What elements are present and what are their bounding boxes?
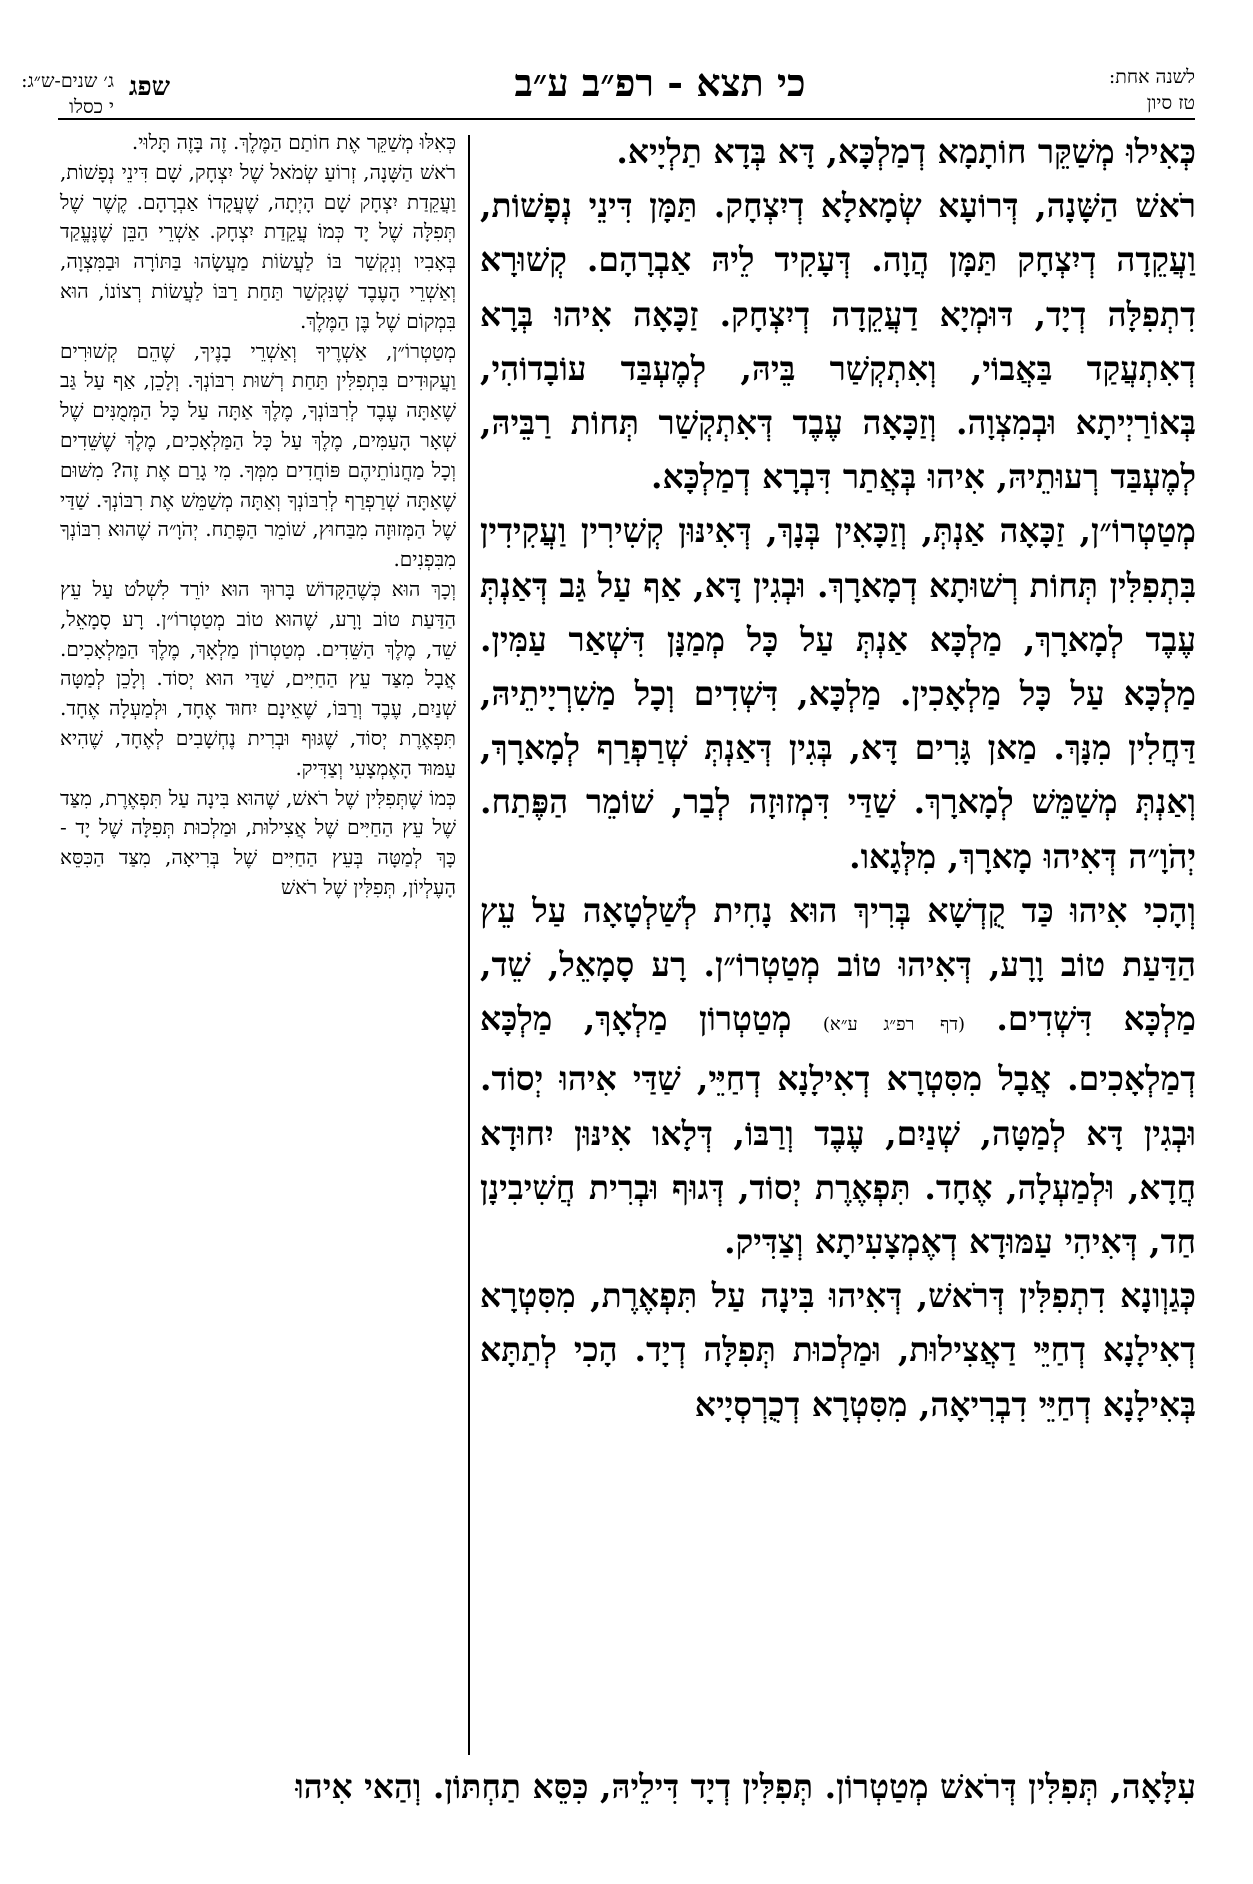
header-left: [21, 64, 170, 120]
main-paragraph-4a: וְהָכִי אִיהוּ כַּד קֻדְשָׁא בְּרִיךְ הוּא נָחִית לְשַׁלְטָאָה עַל עֵץ הַדַּעַת טוֹב וָרָע, דְּאִיהוּ טוֹב מְטַטְרוֹ״ן. רָע סָמָאֵל, שֵׁד, מַלְכָּא דִּשְׁדִים.: [480, 890, 1196, 1039]
main-text-column: [480, 125, 1196, 1432]
main-paragraph-2: רֹאשׁ הַשָּׁנָה, דְּרוֹעָא שְׂמָאלָא דְיִצְחָק. תַּמָּן דִּינֵי נְפָשׁוֹת, וַעֲקֵדָה דְיִצְחָק תַּמָּן הֲוָה. דְּעָקִיד לֵיהּ אַבְרָהָם. קְשׁוּרָא דִתְפִלָּה דְיָד, דּוּמְיָא דַעֲקֵדָה דְיִצְחָק. זַכָּאָה אִיהוּ בְּרָא דְאִתְעֲקַד בַּאֲבוֹי, וְאִתְקְשַׁר בֵּיהּ, לְמֶעְבַּד עוֹבָדוֹהִי, בְּאוֹרַיְיתָא וּבְמִצְוָה. וְזַכָּאָה עֶבֶד דְּאִתְקְשַׁר תְּחוֹת רַבֵּיהּ, לְמֶעְבַּד רְעוּתֵיהּ, אִיהוּ בְּאֲתַר דִּבְרָא דְמַלְכָּא.: [480, 186, 1196, 497]
right-schedule-date: טז סיון: [1146, 92, 1195, 114]
commentary-paragraph-1: כְּאִלּוּ מְשַׁקֵּר אֶת חוֹתַם הַמֶּלֶךְ. זֶה בָּזֶה תָּלוּי.: [131, 130, 456, 154]
main-paragraph-1: כְּאִילוּ מְשַׁקֵּר חוֹתָמָא דְמַלְכָּא, דָּא בְּדָא תַלְיָיא.: [616, 132, 1196, 171]
column-divider: [468, 135, 470, 1755]
bottom-line: עִלָּאָה, תְּפִלִּין דְּרֹאשׁ מְטַטְרוֹן. תְּפִלִּין דְיָד דִּילֵיהּ, כִּסֵּא תַחְתּוֹן. וְהַאי אִיהוּ: [295, 1767, 1196, 1806]
main-paragraph-5: כְּגַוְונָא דִתְפִלִּין דְּרֹאשׁ, דְּאִיהוּ בִּינָה עַל תִּפְאֶרֶת, מִסִּטְרָא דְאִילָנָא דְחַיֵּי דַאֲצִילוּת, וּמַלְכוּת תְּפִלָּה דְיָד. הָכִי לְתַתָּא בְּאִילָנָא דְחַיֵּי דִבְרִיאָה, מִסִּטְרָא דְכֻרְסְיָיא: [480, 1276, 1196, 1424]
commentary-paragraph-4: וְכָךְ הוּא כְּשֶׁהַקָּדוֹשׁ בָּרוּךְ הוּא יוֹרֵד לִשְׁלֹט עַל עֵץ הַדַּעַת טוֹב וָרָע, שֶׁהוּא טוֹב מְטַטְרוֹ״ן. רָע סָמָאֵל, שֵׁד, מֶלֶךְ הַשֵּׁדִים. מְטַטְרוֹן מַלְאָךְ, מֶלֶךְ הַמַּלְאָכִים. אֲבָל מִצַּד עֵץ הַחַיִּים, שַׁדַּי הוּא יְסוֹד. וְלָכֵן לְמַטָּה שְׁנַיִם, עֶבֶד וְרַבּוֹ, שֶׁאֵינָם יִחוּד אֶחָד, וּלְמַעְלָה אֶחָד. תִּפְאֶרֶת יְסוֹד, שֶׁגּוּף וּבְרִית נֶחְשָׁבִים לְאֶחָד, שֶׁהִיא עַמּוּד הָאֶמְצָעִי וְצַדִּיק.: [60, 576, 456, 780]
commentary-paragraph-5: כְּמוֹ שֶׁתְּפִלִּין שֶׁל רֹאשׁ, שֶׁהוּא בִּינָה עַל תִּפְאֶרֶת, מִצַּד שֶׁל עֵץ הַחַיִּים שֶׁל אֲצִילוּת, וּמַלְכוּת תְּפִלָּה שֶׁל יָד - כָּךְ לְמַטָּה בְּעֵץ הַחַיִּים שֶׁל בְּרִיאָה, מִצַּד הַכִּסֵּא הָעֶלְיוֹן, תְּפִלִּין שֶׁל רֹאשׁ: [60, 785, 456, 899]
left-schedule-label: ג׳ שנים-ש״ג:: [21, 70, 114, 92]
right-schedule-label: לשנה אחת:: [1108, 66, 1195, 88]
page-title: כי תצא - רפ״ב ע״ב: [514, 60, 806, 105]
left-schedule-date: י כסלו: [69, 96, 114, 118]
commentary-paragraph-2: רֹאשׁ הַשָּׁנָה, זְרוֹעַ שְׂמֹאל שֶׁל יִצְחָק, שָׁם דִּינֵי נְפָשׁוֹת, וַעֲקֵדַת יִצְחָק שָׁם הָיְתָה, שֶׁעֲקָדוֹ אַבְרָהָם. קֶשֶׁר שֶׁל תְּפִלָּה שֶׁל יָד כְּמוֹ עֲקֵדַת יִצְחָק. אַשְׁרֵי הַבֵּן שֶׁנֶּעֱקַד בְּאָבִיו וְנִקְשַׁר בּוֹ לַעֲשׂוֹת מַעֲשָׂהוּ בַּתּוֹרָה וּבַמִּצְוָה, וְאַשְׁרֵי הָעֶבֶד שֶׁנִּקְשַׁר תַּחַת רַבּוֹ לַעֲשׂוֹת רְצוֹנוֹ, הוּא בִּמְקוֹם שֶׁל בֶּן הַמֶּלֶךְ.: [60, 159, 456, 333]
commentary-paragraph-3: מְטַטְרוֹ״ן, אַשְׁרֶיךָ וְאַשְׁרֵי בָנֶיךָ, שֶׁהֵם קְשׁוּרִים וַעֲקוּדִים בִּתְפִלִּין תַּחַת רְשׁוּת רִבּוֹנְךָ. וְלָכֵן, אַף עַל גַּב שֶׁאַתָּה עֶבֶד לְרִבּוֹנְךָ, מֶלֶךְ אַתָּה עַל כָּל הַמְּמֻנִּים שֶׁל שְׁאָר הָעַמִּים, מֶלֶךְ עַל כָּל הַמַּלְאָכִים, מֶלֶךְ שֶׁשֵּׁדִים וְכָל מַחֲנוֹתֵיהֶם פּוֹחֲדִים מִמְּךָ. מִי גָרַם אֶת זֶה? מִשּׁוּם שֶׁאַתָּה שְׁרַפְרַף לְרִבּוֹנְךָ וְאַתָּה מְשַׁמֵּשׁ אֶת רִבּוֹנְךָ. שַׁדַּי שֶׁל הַמְּזוּזָה מִבַּחוּץ, שׁוֹמֵר הַפֶּתַח. יְהֹוָ״ה שֶׁהוּא רִבּוֹנְךָ מִבִּפְנִים.: [60, 338, 456, 572]
left-schedule: [21, 68, 114, 120]
right-schedule: [1109, 64, 1195, 116]
commentary-column: [60, 128, 456, 903]
main-paragraph-3: מְטַטְרוֹ״ן, זַכָּאָה אַנְתְּ, וְזַכָּאִין בְּנָךְ, דְּאִינּוּן קְשִׁירִין וַעֲקִידִין בִּתְפִלִּין תְּחוֹת רְשׁוּתָא דְמָארָךְ. וּבְגִין דָּא, אַף עַל גַּב דְּאַנְתְּ עֶבֶד לְמָארָךְ, מַלְכָּא אַנְתְּ עַל כָּל מְמַנָּן דִּשְׁאַר עַמִּין. מַלְכָּא עַל כָּל מַלְאָכִין. מַלְכָּא, דִּשְׁדִים וְכָל מַשִׁרְיָיתֵיהּ, דַּחֲלִין מִנָּךְ. מַאן גָּרִים דָּא, בְּגִין דְּאַנְתְּ שְׁרַפְרַף לְמָארָךְ, וְאַנְתְּ מְשַׁמֵּשׁ לְמָארָךְ. שַׁדַּי דִּמְזוּזָה לְבַר, שׁוֹמֵר הַפֶּתַח. יְהֹוָ״ה דְּאִיהוּ מָארָךְ, מִלְּגָאו.: [480, 511, 1196, 876]
main-paragraph-4: [480, 884, 1196, 1269]
page-header: [0, 60, 1253, 135]
folio-reference: (דף רפ״ג ע״א): [822, 1014, 966, 1036]
page-number: שפג: [128, 72, 170, 102]
main-paragraph-4b: מְטַטְרוֹן מַלְאָךְ, מַלְכָּא דְמַלְאָכִים. אֲבָל מִסִּטְרָא דְאִילָנָא דְחַיֵּי, שַׁדַּי אִיהוּ יְסוֹד. וּבְגִין דָּא לְמַטָּה, שְׁנַיִם, עֶבֶד וְרַבּוֹ, דְּלָאו אִינּוּן יִחוּדָא חֲדָא, וּלְמַעְלָה, אֶחָד. תִּפְאֶרֶת יְסוֹד, דְּגוּף וּבְרִית חֲשִׁיבִינָן חַד, דְּאִיהִי עַמּוּדָא דְאֶמְצָעִיתָא וְצַדִּיק.: [480, 999, 1196, 1262]
header-rule: [58, 118, 1195, 120]
